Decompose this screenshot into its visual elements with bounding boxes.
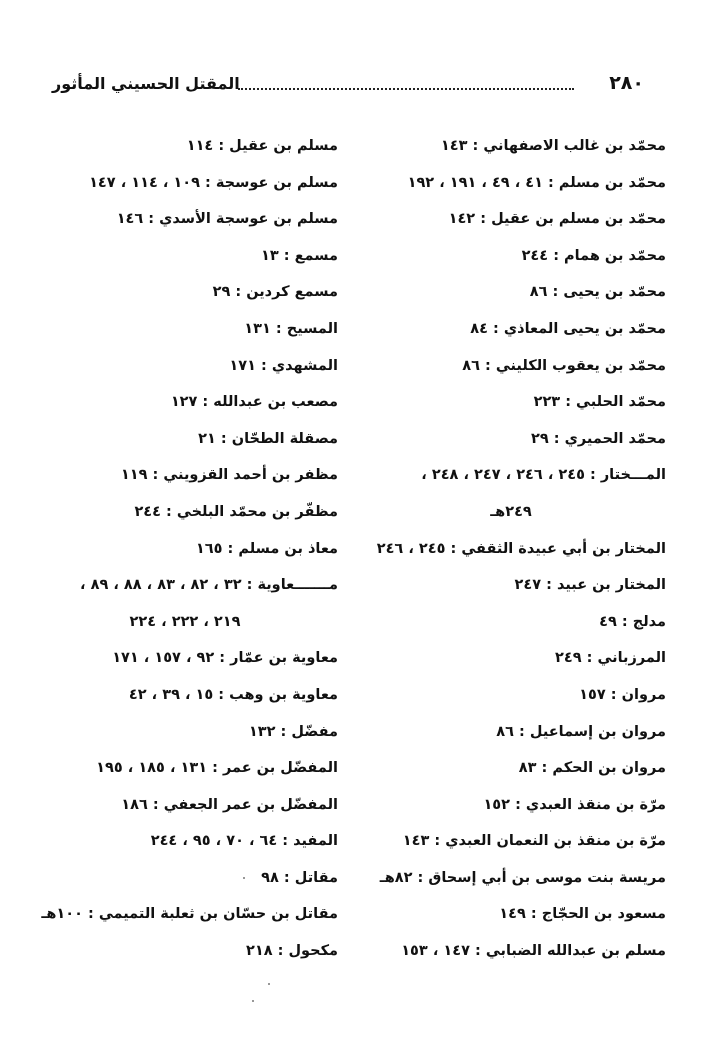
index-entry: مقاتل : ٩٨ [261,869,338,886]
index-entry: المسيح : ١٣١ [244,320,338,337]
index-entry: المرزباني : ٢٤٩ [555,650,666,667]
index-column-right [356,128,666,970]
index-entry: مكحول : ٢١٨ [246,943,338,960]
index-entry: محمّد بن يحيى : ٨٦ [529,284,666,301]
index-entry: مرّة بن منقذ بن النعمان العبدي : ١٤٣ [402,833,666,850]
index-entry: مروان بن الحكم : ٨٣ [518,760,666,777]
index-entry: مرّة بن منقذ العبدي : ١٥٢ [483,796,666,813]
index-entry: مسلم بن عوسجة الأسدي : ١٤٦ [116,211,338,228]
index-entry: محمّد بن يعقوب الكليني : ٨٦ [462,357,666,374]
index-entry: مروان : ١٥٧ [579,686,666,703]
index-entry: المفضّل بن عمر : ١٣١ ، ١٨٥ ، ١٩٥ [96,760,338,777]
index-entry: محمّد بن مسلم : ٤١ ، ٤٩ ، ١٩١ ، ١٩٢ [407,174,666,191]
page-header [52,70,644,106]
index-entry: مروان بن إسماعيل : ٨٦ [496,723,666,740]
index-entry: مسعود بن الحجّاج : ١٤٩ [499,906,666,923]
index-entry: محمّد الحلبي : ٢٢٣ [533,394,666,411]
index-entry: محمّد بن يحيى المعاذي : ٨٤ [470,320,666,337]
index-entry: مريسة بنت موسى بن أبي إسحاق : ٨٢هـ [379,869,666,886]
index-entry: محمّد بن همام : ٢٤٤ [521,247,666,264]
index-entry: محمّد بن مسلم بن عقيل : ١٤٢ [448,211,666,228]
index-column-left [32,128,338,970]
index-entry: محمّد بن غالب الاصفهاني : ١٤٣ [440,138,666,154]
index-entry: مسلم بن عوسجة : ١٠٩ ، ١١٤ ، ١٤٧ [89,174,338,191]
index-entry: المشهدي : ١٧١ [229,357,338,374]
index-entry: مظفر بن أحمد القزويني : ١١٩ [120,467,338,484]
index-entry: مسلم بن عقيل : ١١٤ [186,138,338,154]
index-entry: مصعب بن عبدالله : ١٢٧ [170,394,338,411]
index-entry: المفيد : ٦٤ ، ٧٠ ، ٩٥ ، ٢٤٤ [150,833,338,850]
index-entry: مسمع : ١٣ [261,247,338,264]
book-title: المقتل الحسيني المأثور [52,74,240,93]
page-number: ٢٨٠ [609,72,644,94]
index-entry-continuation: ٢٤٩هـ [490,503,532,520]
index-entry: معاذ بن مسلم : ١٦٥ [195,540,338,557]
scan-speck [252,1000,254,1002]
index-entry: مقاتل بن حسّان بن ثعلبة التميمي : ١٠٠هـ [41,906,338,923]
index-entry: مسمع كردين : ٢٩ [212,284,338,301]
index-entry-continuation: ٢١٩ ، ٢٢٢ ، ٢٢٤ [129,613,241,630]
index-entry: مدلج : ٤٩ [599,613,666,630]
index-entry: مصقلة الطحّان : ٢١ [198,430,338,447]
index-entry: مظفّر بن محمّد البلخي : ٢٤٤ [134,503,338,520]
scan-speck [243,877,245,879]
index-entry: مسلم بن عبدالله الضبابي : ١٤٧ ، ١٥٣ [401,943,666,960]
index-entry: المـــختار : ٢٤٥ ، ٢٤٦ ، ٢٤٧ ، ٢٤٨ ، [421,467,666,484]
index-entry: معاوية بن وهب : ١٥ ، ٣٩ ، ٤٢ [128,686,338,703]
scan-speck [268,983,270,985]
index-entry: المختار بن أبي عبيدة الثقفي : ٢٤٥ ، ٢٤٦ [376,540,666,557]
index-entry: المختار بن عبيد : ٢٤٧ [514,577,666,594]
index-entry: معاوية بن عمّار : ٩٢ ، ١٥٧ ، ١٧١ [112,650,338,667]
header-dotted-leader [238,88,574,90]
index-entry: مـــــــعاوية : ٣٢ ، ٨٢ ، ٨٣ ، ٨٨ ، ٨٩ ، [80,577,338,594]
index-entry: محمّد الحميري : ٢٩ [531,430,666,447]
index-entry: المفضّل بن عمر الجعفي : ١٨٦ [121,796,338,813]
index-entry: مفضّل : ١٣٢ [248,723,338,740]
